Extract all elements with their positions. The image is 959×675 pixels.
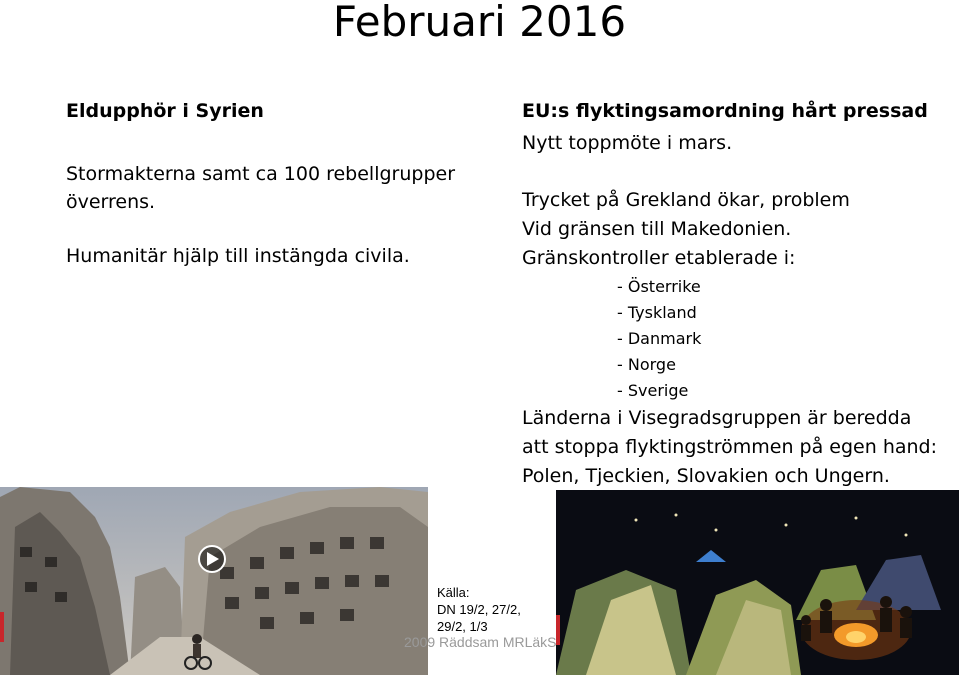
country-item: - Sverige [617,381,689,400]
right-line-3: Vid gränsen till Makedonien. [522,218,792,240]
caption-line: DN 19/2, 27/2, [437,602,521,617]
caption-line: 29/2, 1/3 [437,619,488,634]
right-line-2: Trycket på Grekland ökar, problem [522,189,850,211]
visegrad-line-2: att stoppa flyktingströmmen på egen hand: [522,436,938,458]
country-item: - Österrike [617,277,701,296]
visegrad-line-3: Polen, Tjeckien, Slovakien och Ungern. [522,465,890,487]
left-paragraph-1: Stormakterna samt ca 100 rebellgrupper överrens. [66,163,456,213]
caption-line: Källa: [437,585,470,600]
source-caption [437,584,557,635]
country-item: - Norge [617,355,676,374]
right-heading: EU:s flyktingsamordning hårt pressad [522,100,928,122]
refugee-camp-photo [556,490,959,675]
left-heading: Eldupphör i Syrien [66,100,264,122]
ruins-photo [0,487,428,675]
country-item: - Tyskland [617,303,697,322]
play-icon[interactable] [198,545,226,573]
slide-title: Februari 2016 [332,0,627,46]
left-paragraph-2: Humanitär hjälp till instängda civila. [66,245,410,267]
footer-text: 2009 Räddsam MRLäkS [404,634,557,650]
visegrad-line-1: Länderna i Visegradsgruppen är beredda [522,407,912,429]
right-line-4: Gränskontroller etablerade i: [522,247,796,269]
country-item: - Danmark [617,329,702,348]
right-line-1: Nytt toppmöte i mars. [522,132,733,154]
